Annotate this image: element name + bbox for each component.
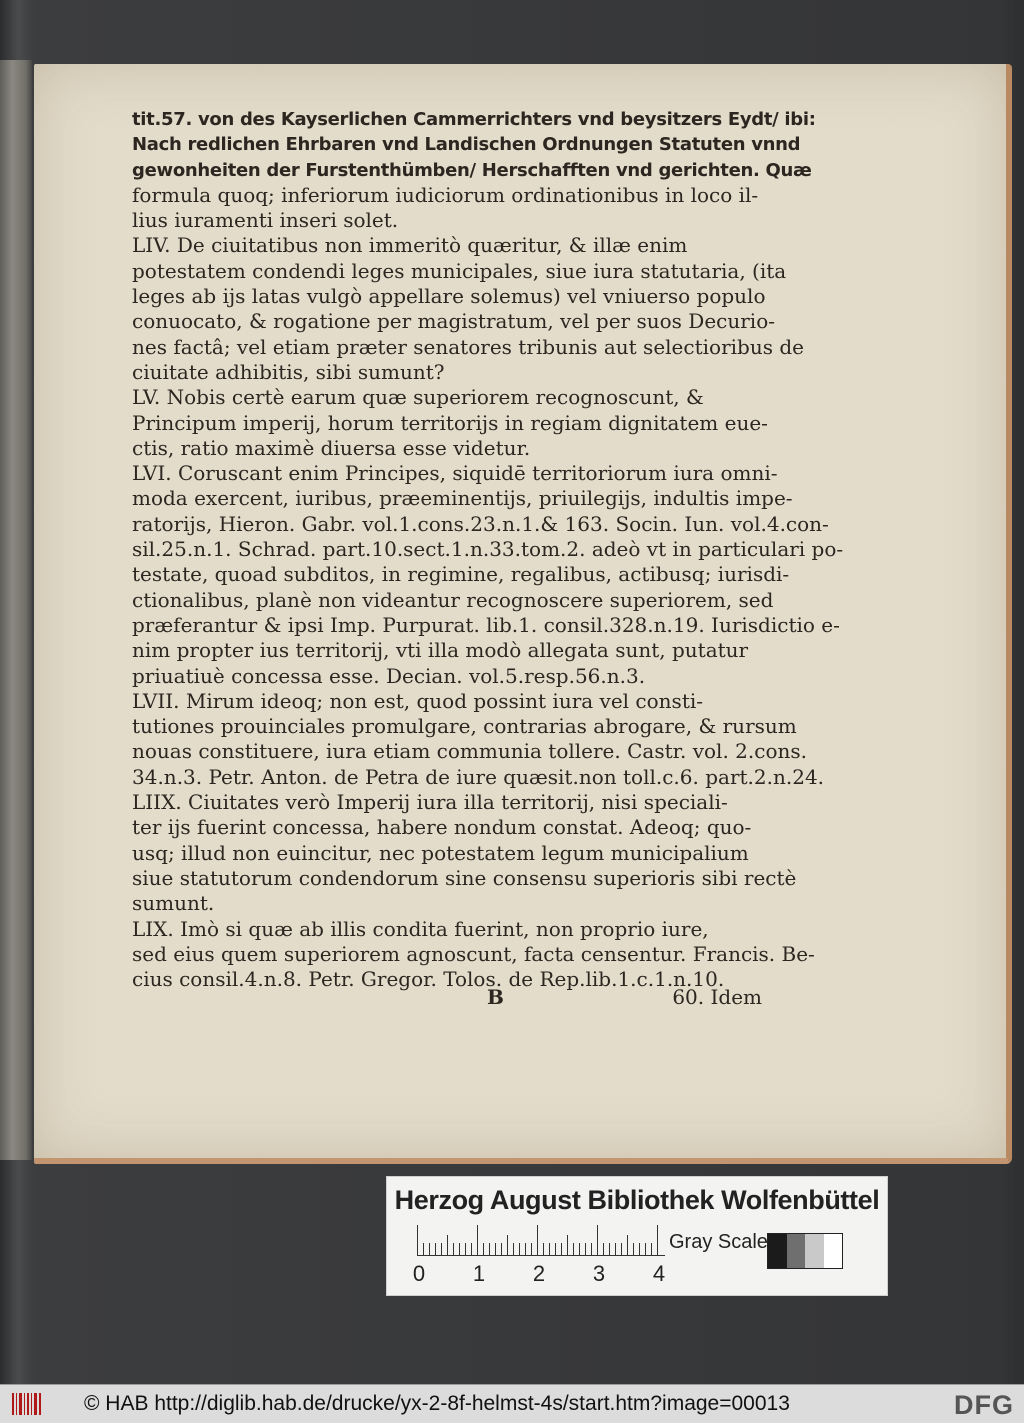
text-line: formula quoq; inferiorum iudiciorum ordinationibus in loco il- xyxy=(132,182,759,207)
book-edge xyxy=(0,60,32,1160)
text-line: sed eius quem superiorem agnoscunt, facta censentur. Francis. Be- xyxy=(132,941,815,966)
ruler-tick xyxy=(591,1243,592,1255)
ruler-tick xyxy=(537,1225,538,1255)
text-line: cius consil.4.n.8. Petr. Gregor. Tolos. de Rep.lib.1.c.1.n.10. xyxy=(132,967,725,992)
ruler-tick xyxy=(657,1225,658,1255)
ruler-tick xyxy=(501,1243,502,1255)
ruler-tick xyxy=(429,1243,430,1255)
text-line: 34.n.3. Petr. Anton. de Petra de iure quæsit.non toll.c.6. part.2.n.24. xyxy=(132,764,825,789)
text-line: moda exercent, iuribus, præeminentijs, priuilegijs, indultis impe- xyxy=(132,486,793,511)
ruler-tick xyxy=(471,1243,472,1255)
ruler-tick xyxy=(417,1225,418,1255)
gray-scale-label: Gray Scale xyxy=(669,1231,768,1253)
text-line: LVI. Coruscant enim Principes, siquidē territoriorum iura omni- xyxy=(132,461,778,486)
text-line: nim propter ius territorij, vti illa modò allegata sunt, putatur xyxy=(132,638,749,663)
ruler-tick xyxy=(567,1235,568,1255)
text-line: præferantur & ipsi Imp. Purpurat. lib.1. consil.328.n.19. Iurisdictio e- xyxy=(132,612,840,637)
text-line: Nach redlichen Ehrbaren vnd Landischen Ordnungen Statuten vnnd xyxy=(132,134,801,156)
gray-swatch-cell xyxy=(824,1234,843,1268)
page-leaf xyxy=(34,64,1012,1164)
text-line: LIIX. Ciuitates verò Imperij iura illa territorij, nisi speciali- xyxy=(132,790,728,815)
ruler-tick xyxy=(543,1243,544,1255)
text-line: LIX. Imò si quæ ab illis condita fuerint, non proprio iure, xyxy=(132,916,709,941)
dfg-logo: DFG xyxy=(954,1390,1014,1420)
text-line: tit.57. von des Kayserlichen Cammerrichters vnd beysitzers Eydt/ ibi: xyxy=(132,109,816,130)
text-line: ciuitate adhibitis, sibi sumunt? xyxy=(132,359,445,384)
text-line: tutiones prouinciales promulgare, contrarias abrogare, & rursum xyxy=(132,714,797,739)
text-line: lius iuramenti inseri solet. xyxy=(132,208,399,233)
text-line: ter ijs fuerint concessa, habere nondum constat. Adeoq; quo- xyxy=(132,815,752,840)
ruler-tick xyxy=(627,1235,628,1255)
library-scale-card xyxy=(386,1176,888,1296)
ruler-tick xyxy=(447,1235,448,1255)
text-line: ctis, ratio maximè diuersa esse videtur. xyxy=(132,435,531,460)
catchword: 60. Idem xyxy=(672,985,762,1009)
ruler-number: 2 xyxy=(532,1261,546,1286)
text-line: potestatem condendi leges municipales, siue iura statutaria, (ita xyxy=(132,258,787,283)
text-line: usq; illud non euincitur, nec potestatem legum municipalium xyxy=(132,840,749,865)
ruler-tick xyxy=(531,1243,532,1255)
gray-swatch-cell xyxy=(787,1234,806,1268)
ruler-tick xyxy=(585,1243,586,1255)
ruler-tick xyxy=(651,1243,652,1255)
ruler-number: 0 xyxy=(412,1261,426,1286)
ruler-tick xyxy=(597,1225,598,1255)
text-line: LVII. Mirum ideoq; non est, quod possint iura vel consti- xyxy=(132,688,704,713)
ruler-tick xyxy=(633,1243,634,1255)
text-line: nes factâ; vel etiam præter senatores tribunis aut selectioribus de xyxy=(132,334,804,359)
ruler-tick xyxy=(609,1243,610,1255)
ruler-tick xyxy=(621,1243,622,1255)
gray-swatch-cell xyxy=(805,1234,824,1268)
gray-swatch-cell xyxy=(768,1234,787,1268)
ruler-numbers xyxy=(409,1261,679,1287)
ruler-tick xyxy=(549,1243,550,1255)
ruler-number: 4 xyxy=(652,1261,666,1286)
text-line: LIV. De ciuitatibus non immeritò quæritur, & illæ enim xyxy=(132,233,688,258)
text-line: siue statutorum condendorum sine consensu superioris sibi rectè xyxy=(132,865,797,890)
ruler-tick xyxy=(435,1243,436,1255)
text-line: ratorijs, Hieron. Gabr. vol.1.cons.23.n.1.& 163. Socin. Iun. vol.4.con- xyxy=(132,511,829,536)
ruler-tick xyxy=(525,1243,526,1255)
text-line: gewonheiten der Furstenthümben/ Herschafften vnd gerichten. Quæ xyxy=(132,159,812,181)
text-line: priuatiuè concessa esse. Decian. vol.5.resp.56.n.3. xyxy=(132,663,646,688)
ruler-number: 1 xyxy=(472,1261,486,1286)
text-line: ctionalibus, planè non videantur recognoscere superiorem, sed xyxy=(132,587,774,612)
ruler-tick xyxy=(495,1243,496,1255)
text-line: sumunt. xyxy=(132,891,215,916)
ruler-tick xyxy=(441,1243,442,1255)
text-line: LV. Nobis certè earum quæ superiorem recognoscunt, & xyxy=(132,385,704,410)
ruler-tick xyxy=(615,1243,616,1255)
signature-mark: B xyxy=(487,985,504,1009)
ruler-tick xyxy=(465,1243,466,1255)
page-foot xyxy=(132,985,762,1011)
ruler-number: 3 xyxy=(592,1261,606,1286)
text-block xyxy=(132,107,844,992)
source-link[interactable]: © HAB http://diglib.hab.de/drucke/yx-2-8f-helmst-4s/start.htm?image=00013 xyxy=(84,1392,790,1415)
gray-scale-swatch xyxy=(767,1233,843,1269)
ruler-tick xyxy=(459,1243,460,1255)
text-line: nouas constituere, iura etiam communia tollere. Castr. vol. 2.cons. xyxy=(132,739,807,764)
ruler-tick xyxy=(477,1225,478,1255)
ruler-tick xyxy=(453,1243,454,1255)
ruler-tick xyxy=(423,1243,424,1255)
barcode-icon xyxy=(12,1393,42,1415)
text-line: Principum imperij, horum territorijs in regiam dignitatem eue- xyxy=(132,410,768,435)
ruler-tick xyxy=(555,1243,556,1255)
text-line: conuocato, & rogatione per magistratum, vel per suos Decurio- xyxy=(132,309,775,334)
text-line: sil.25.n.1. Schrad. part.10.sect.1.n.33.tom.2. adeò vt in particulari po- xyxy=(132,537,844,562)
ruler-tick xyxy=(639,1243,640,1255)
ruler-tick xyxy=(507,1235,508,1255)
ruler-tick xyxy=(603,1243,604,1255)
footer-bar xyxy=(0,1384,1024,1423)
library-name: Herzog August Bibliothek Wolfenbüttel xyxy=(394,1185,880,1215)
ruler-tick xyxy=(513,1243,514,1255)
ruler-tick xyxy=(483,1243,484,1255)
ruler-tick xyxy=(645,1243,646,1255)
ruler-tick xyxy=(519,1243,520,1255)
text-line: testate, quoad subditos, in regimine, regalibus, actibusq; iurisdi- xyxy=(132,562,790,587)
ruler-scale xyxy=(417,1225,665,1256)
ruler-tick xyxy=(561,1243,562,1255)
ruler-tick xyxy=(579,1243,580,1255)
ruler-tick xyxy=(489,1243,490,1255)
ruler-tick xyxy=(573,1243,574,1255)
text-line: leges ab ijs latas vulgò appellare solemus) vel vniuerso populo xyxy=(132,284,766,309)
